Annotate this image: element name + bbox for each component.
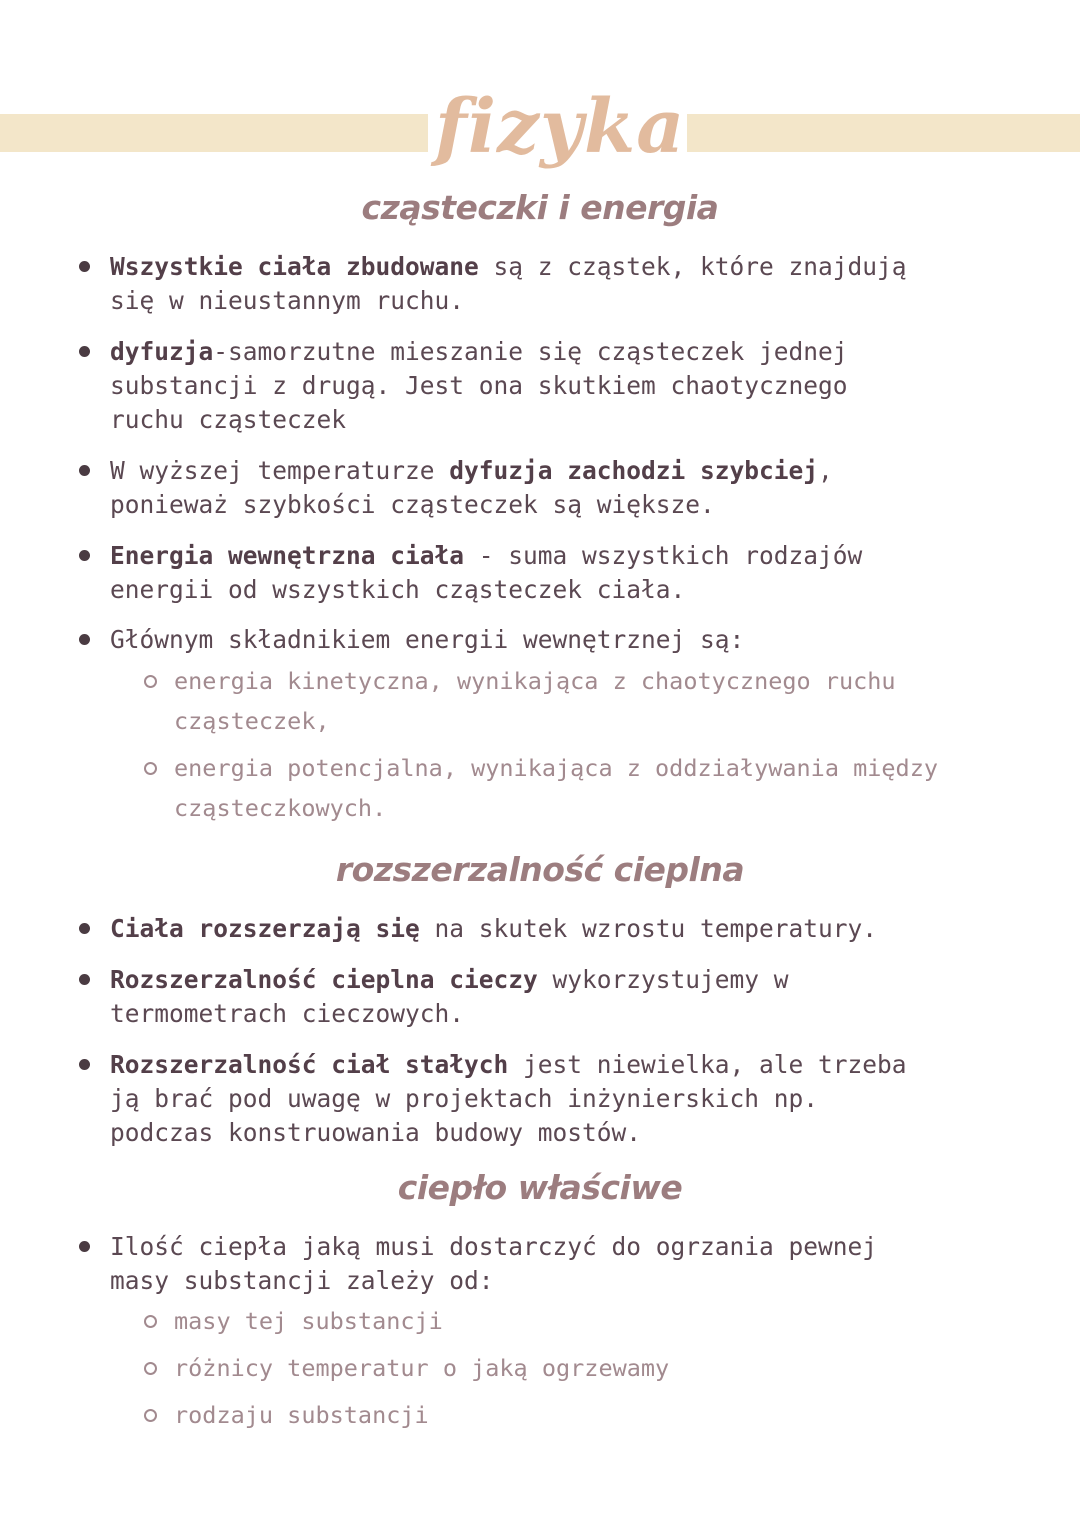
bullet-item: Rozszerzalność cieplna cieczy wykorzystujemy w termometrach cieczowych. [110,963,1010,1031]
bullet-item: Rozszerzalność ciał stałych jest niewielka, ale trzeba ją brać pod uwagę w projektach inżynierskich np. podczas konstruowania budowy mostów. [110,1048,1010,1150]
sub-item: rodzaju substancji [174,1395,1014,1435]
page-title: fizyka [435,84,686,170]
sub-item: energia potencjalna, wynikająca z oddziaływania między cząsteczkowych. [174,748,1014,828]
bullet-item: Ciała rozszerzają się na skutek wzrostu temperatury. [110,912,1010,946]
header-bar-left [0,114,428,152]
section-title-thermal-expansion: rozszerzalność cieplna [335,850,745,889]
bullet-item: Głównym składnikiem energii wewnętrznej są: [110,623,1010,657]
bullet-item: dyfuzja-samorzutne mieszanie się cząsteczek jednej substancji z drugą. Jest ona skutkiem chaotycznego ruchu cząsteczek [110,335,1010,437]
page-header [0,84,1080,178]
section-title-specific-heat: ciepło właściwe [397,1168,683,1207]
header-bar-right [687,114,1080,152]
bullet-item: Ilość ciepła jaką musi dostarczyć do ogrzania pewnej masy substancji zależy od: [110,1230,1010,1298]
sub-item: różnicy temperatur o jaką ogrzewamy [174,1348,1014,1388]
bullet-item: Wszystkie ciała zbudowane są z cząstek, które znajdują się w nieustannym ruchu. [110,250,1010,318]
sub-item: masy tej substancji [174,1301,1014,1341]
sub-item: energia kinetyczna, wynikająca z chaotycznego ruchu cząsteczek, [174,661,1014,741]
bullet-item: W wyższej temperaturze dyfuzja zachodzi szybciej, ponieważ szybkości cząsteczek są większe. [110,454,1010,522]
bullet-item: Energia wewnętrzna ciała - suma wszystkich rodzajów energii od wszystkich cząsteczek ciała. [110,539,1010,607]
section-title-particles: cząsteczki i energia [361,188,719,227]
